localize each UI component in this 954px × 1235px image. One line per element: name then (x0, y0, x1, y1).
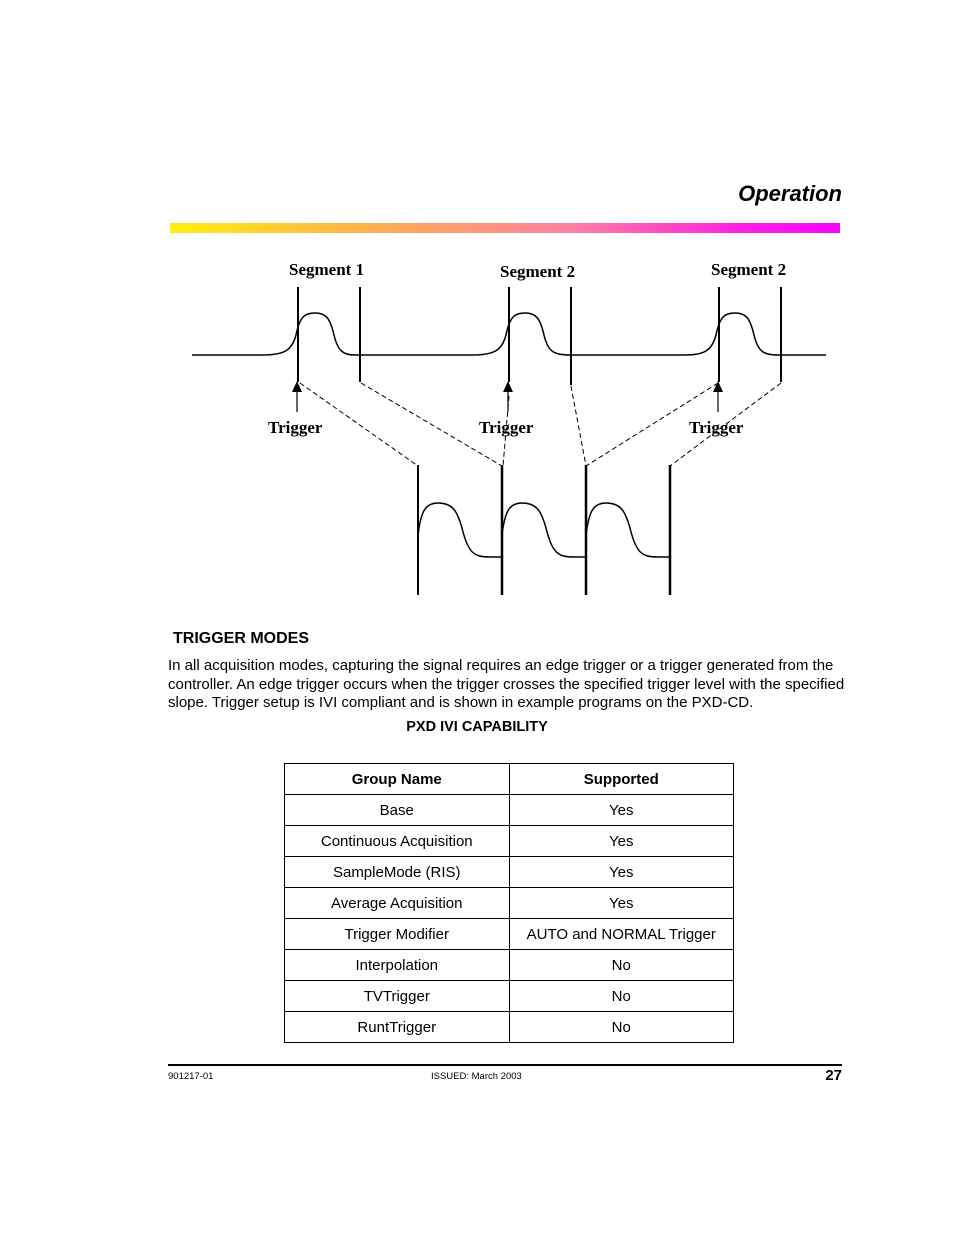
table-cell: No (509, 1012, 734, 1043)
column-header: Supported (509, 764, 734, 795)
recorded-pulse (502, 503, 586, 557)
signal-pulse (262, 313, 355, 355)
table-row (285, 1012, 734, 1043)
trigger-label: Trigger (268, 418, 323, 437)
table-cell: TVTrigger (285, 981, 510, 1012)
table-cell: Yes (509, 888, 734, 919)
segment-label: Segment 1 (289, 260, 365, 279)
table-caption: PXD IVI CAPABILITY (406, 719, 548, 735)
table-row (285, 950, 734, 981)
table-row (285, 888, 734, 919)
trigger-label: Trigger (689, 418, 744, 437)
recorded-pulse (586, 503, 670, 557)
capability-table (284, 763, 734, 1043)
table-cell: AUTO and NORMAL Trigger (509, 919, 734, 950)
table-cell: No (509, 950, 734, 981)
table-row (285, 857, 734, 888)
table-cell: Base (285, 795, 510, 826)
table-cell: SampleMode (RIS) (285, 857, 510, 888)
segment-label: Segment 2 (711, 260, 787, 279)
table-cell: Yes (509, 795, 734, 826)
signal-pulse (685, 313, 778, 355)
section-heading: TRIGGER MODES (173, 630, 310, 647)
footer-issued-date: ISSUED: March 2003 (431, 1071, 522, 1082)
footer-divider (168, 1064, 842, 1066)
table-cell: Interpolation (285, 950, 510, 981)
table-cell: RuntTrigger (285, 1012, 510, 1043)
table-header-row (285, 764, 734, 795)
table-cell: Yes (509, 826, 734, 857)
trigger-label: Trigger (479, 418, 534, 437)
table-row (285, 981, 734, 1012)
table-cell: Trigger Modifier (285, 919, 510, 950)
footer-doc-number: 901217-01 (168, 1071, 214, 1082)
section-paragraph: In all acquisition modes, capturing the signal requires an edge trigger or a trigger generated from the controller. An edge trigger occurs when the trigger crosses the specified trigger level with the specified slope. Trigger setup is IVI compliant and is shown in example programs on the PXD-CD. (168, 657, 845, 711)
table-row (285, 795, 734, 826)
table-row (285, 919, 734, 950)
table-cell: Average Acquisition (285, 888, 510, 919)
table-row (285, 826, 734, 857)
table-cell: Continuous Acquisition (285, 826, 510, 857)
signal-pulse (472, 313, 570, 355)
segment-label: Segment 2 (500, 262, 576, 281)
column-header: Group Name (285, 764, 510, 795)
table-cell: Yes (509, 857, 734, 888)
page-section-title: Operation (738, 181, 842, 206)
page-number: 27 (825, 1067, 842, 1084)
table-cell: No (509, 981, 734, 1012)
recorded-pulse (418, 503, 502, 557)
